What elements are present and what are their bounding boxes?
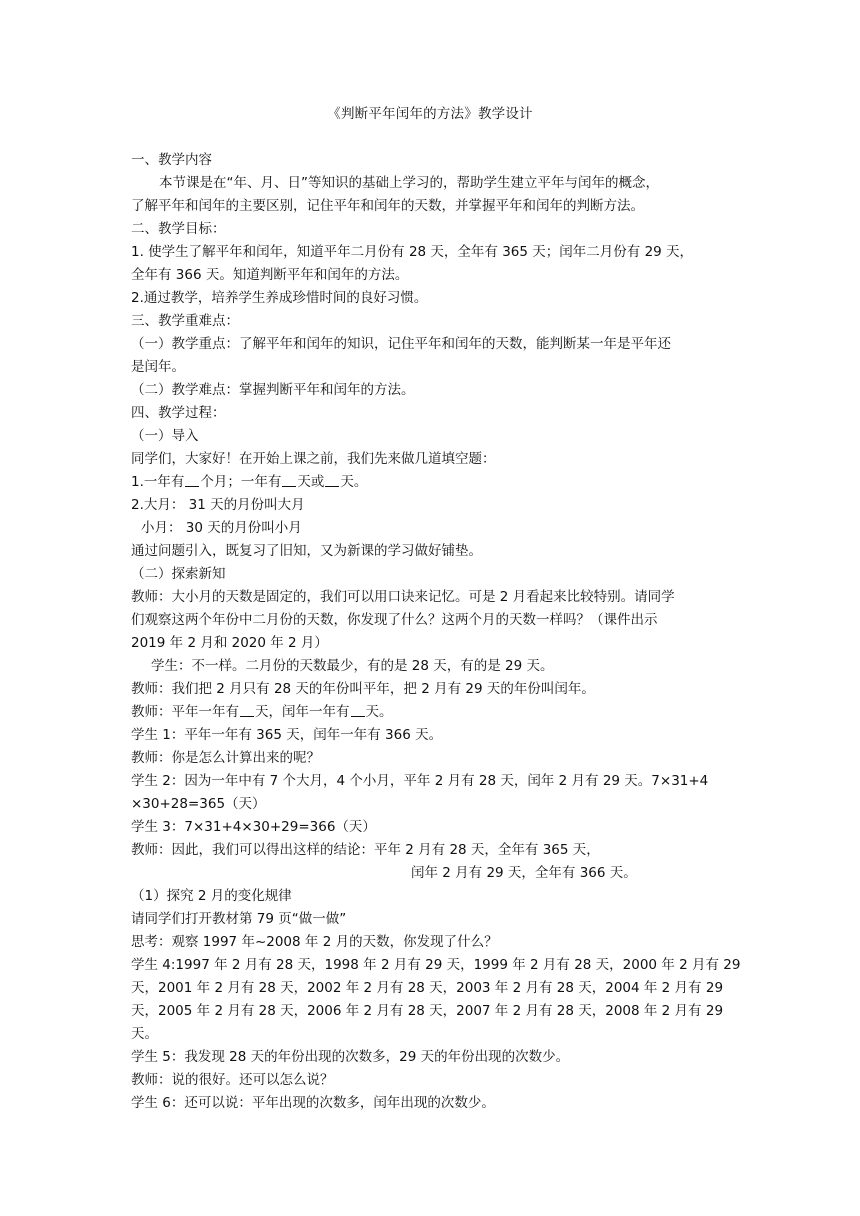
document-body [131,149,741,1115]
paragraph: 天，2001 年 2 月有 28 天，2002 年 2 月有 28 天，2003 年 2 月有 28 天，2004 年 2 月有 29 [131,980,724,996]
text-fragment: 个月；一年有 [200,474,282,490]
text-fragment: 天。 [340,474,368,490]
fill-blank-question [131,471,731,494]
paragraph: 本节课是在“年、月、日”等知识的基础上学习的，帮助学生建立平年与闰年的概念， [159,175,659,191]
paragraph: 通过问题引入，既复习了旧知，又为新课的学习做好铺垫。 [131,543,482,559]
document-title: 《判断平年闰年的方法》教学设计 [327,106,533,122]
paragraph: ×30+28=365（天） [131,796,266,812]
blank-line [351,704,365,717]
paragraph: 学生 6：还可以说：平年出现的次数多，闰年出现的次数少。 [131,1095,495,1111]
paragraph: 是闰年。 [131,359,185,375]
subsection-heading: （一）导入 [131,428,199,444]
section-heading: 二、教学目标： [131,221,226,237]
paragraph: 学生 2：因为一年中有 7 个大月，4 个小月，平年 2 月有 28 天，闰年 2 月有 29 天。7×31+4 [131,773,709,789]
paragraph: 学生 4:1997 年 2 月有 28 天，1998 年 2 月有 29 天，1999 年 2 月有 28 天，2000 年 2 月有 29 [131,957,741,973]
paragraph: 2.大月： 31 天的月份叫大月 [131,497,305,513]
paragraph: 天。 [131,1026,158,1042]
paragraph: 闰年 2 月有 29 天，全年有 366 天。 [411,865,637,881]
paragraph: 请同学们打开教材第 79 页“做一做” [131,911,347,927]
blank-line [240,704,254,717]
fill-blank-question [131,701,731,724]
paragraph: 小月： 30 天的月份叫小月 [141,520,302,536]
text-fragment: 天或 [297,474,325,490]
paragraph: 2019 年 2 月和 2020 年 2 月） [131,635,328,651]
blank-line [325,474,339,487]
text-fragment: 教师：平年一年有 [131,704,239,720]
paragraph: 教师：大小月的天数是固定的，我们可以用口诀来记忆。可是 2 月看起来比较特别。请同学 [131,589,675,605]
paragraph: 学生 1：平年一年有 365 天，闰年一年有 366 天。 [131,727,443,743]
paragraph: 了解平年和闰年的主要区别，记住平年和闰年的天数，并掌握平年和闰年的判断方法。 [131,198,644,214]
blank-line [282,474,296,487]
paragraph: 1. 使学生了解平年和闰年，知道平年二月份有 28 天，全年有 365 天；闰年二月份有 29 天， [131,244,694,260]
text-fragment: 1.一年有 [131,474,185,490]
paragraph: 教师：你是怎么计算出来的呢？ [131,750,320,766]
section-heading: 四、教学过程： [131,405,226,421]
paragraph: 天，2005 年 2 月有 28 天，2006 年 2 月有 28 天，2007 年 2 月有 28 天，2008 年 2 月有 29 [131,1003,724,1019]
paragraph: 学生 3：7×31+4×30+29=366（天） [131,819,376,835]
paragraph: 们观察这两个年份中二月份的天数，你发现了什么？这两个月的天数一样吗？（课件出示 [131,612,658,628]
text-fragment: 天。 [365,704,393,720]
text-fragment: 天，闰年一年有 [255,704,350,720]
paragraph: 同学们，大家好！在开始上课之前，我们先来做几道填空题： [131,451,496,467]
section-heading: 三、教学重难点： [131,313,239,329]
paragraph: 教师：我们把 2 月只有 28 天的年份叫平年，把 2 月有 29 天的年份叫闰年。 [131,681,595,697]
section-heading: 一、教学内容 [131,152,212,168]
paragraph: （一）教学重点：了解平年和闰年的知识，记住平年和闰年的天数，能判断某一年是平年还 [131,336,671,352]
paragraph: 教师：因此，我们可以得出这样的结论：平年 2 月有 28 天，全年有 365 天， [131,842,600,858]
subsection-heading: （二）探索新知 [131,566,226,582]
blank-line [185,474,199,487]
paragraph: （二）教学难点：掌握判断平年和闰年的方法。 [131,382,415,398]
paragraph: 学生：不一样。二月份的天数最少，有的是 28 天，有的是 29 天。 [151,658,554,674]
paragraph: 学生 5：我发现 28 天的年份出现的次数多，29 天的年份出现的次数少。 [131,1049,570,1065]
paragraph: 教师：说的很好。还可以怎么说？ [131,1072,334,1088]
paragraph: 全年有 366 天。知道判断平年和闰年的方法。 [131,267,409,283]
paragraph: 2.通过教学，培养学生养成珍惜时间的良好习惯。 [131,290,428,306]
paragraph: 思考：观察 1997 年~2008 年 2 月的天数，你发现了什么？ [131,934,498,950]
subsection-heading: （1）探究 2 月的变化规律 [131,888,292,904]
